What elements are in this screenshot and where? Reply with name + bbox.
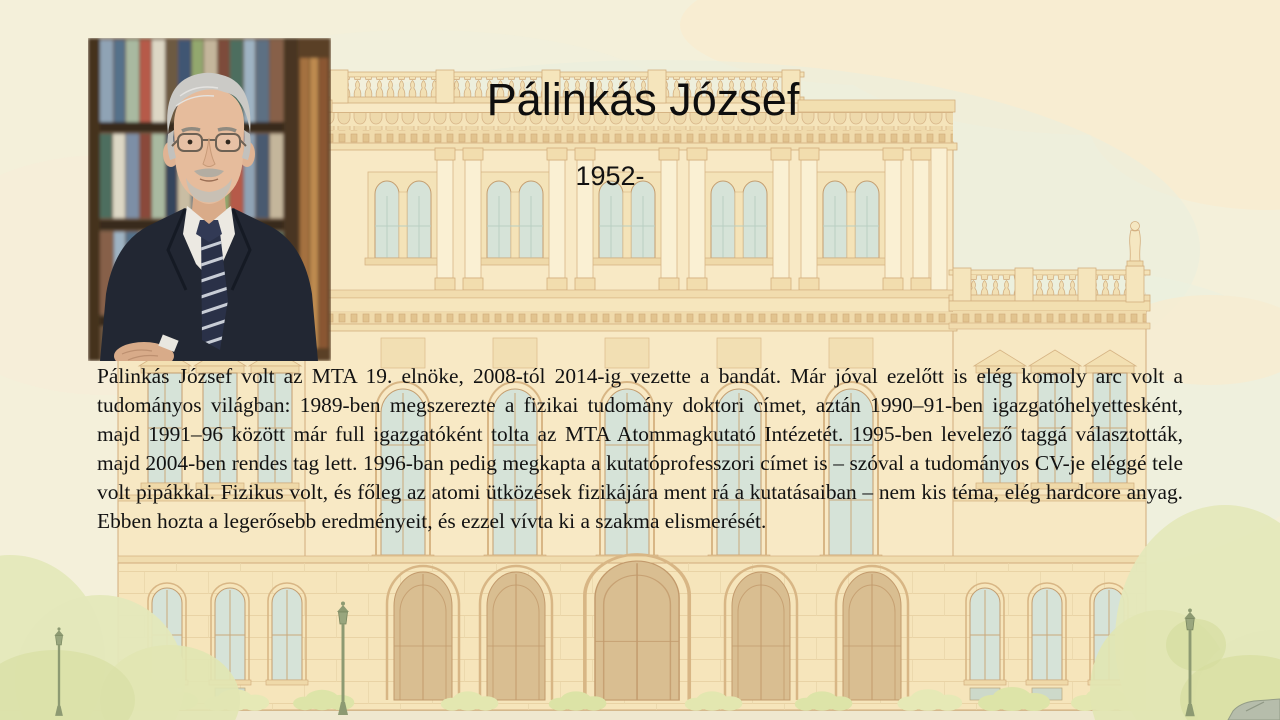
- portrait-image: [88, 38, 331, 361]
- bio-paragraph: Pálinkás József volt az MTA 19. elnöke, 2008-tól 2014-ig vezette a bandát. Már jóval ezelőtt is elég komoly arc volt a tudományos világban: 1989-ben megszerezte a fizikai tudomány doktori címet, aztán 1990–91-ben igazgatóhelyettesként, majd 1991–96 között már full igazgatóként tolta az MTA Atommagkutató Intézetét. 1995-ben levelező taggá választották, majd 2004-ben rendes tag lett. 1996-ban pedig megkapta a kutatóprofesszori címet is – szóval a tudományos CV-je eléggé tele volt pipákkal. Fizikus volt, és főleg az atomi ütközések fizikájára ment rá a kutatásaiban – nem kis téma, elég hardcore anyag. Ebben hozta a legerősebb eredményeit, és ezzel vívta ki a szakma elismerését.: [97, 364, 1183, 533]
- slide-title: Pálinkás József: [486, 74, 800, 125]
- slide-subtitle: 1952-: [575, 161, 645, 191]
- portrait-photo: [88, 38, 331, 361]
